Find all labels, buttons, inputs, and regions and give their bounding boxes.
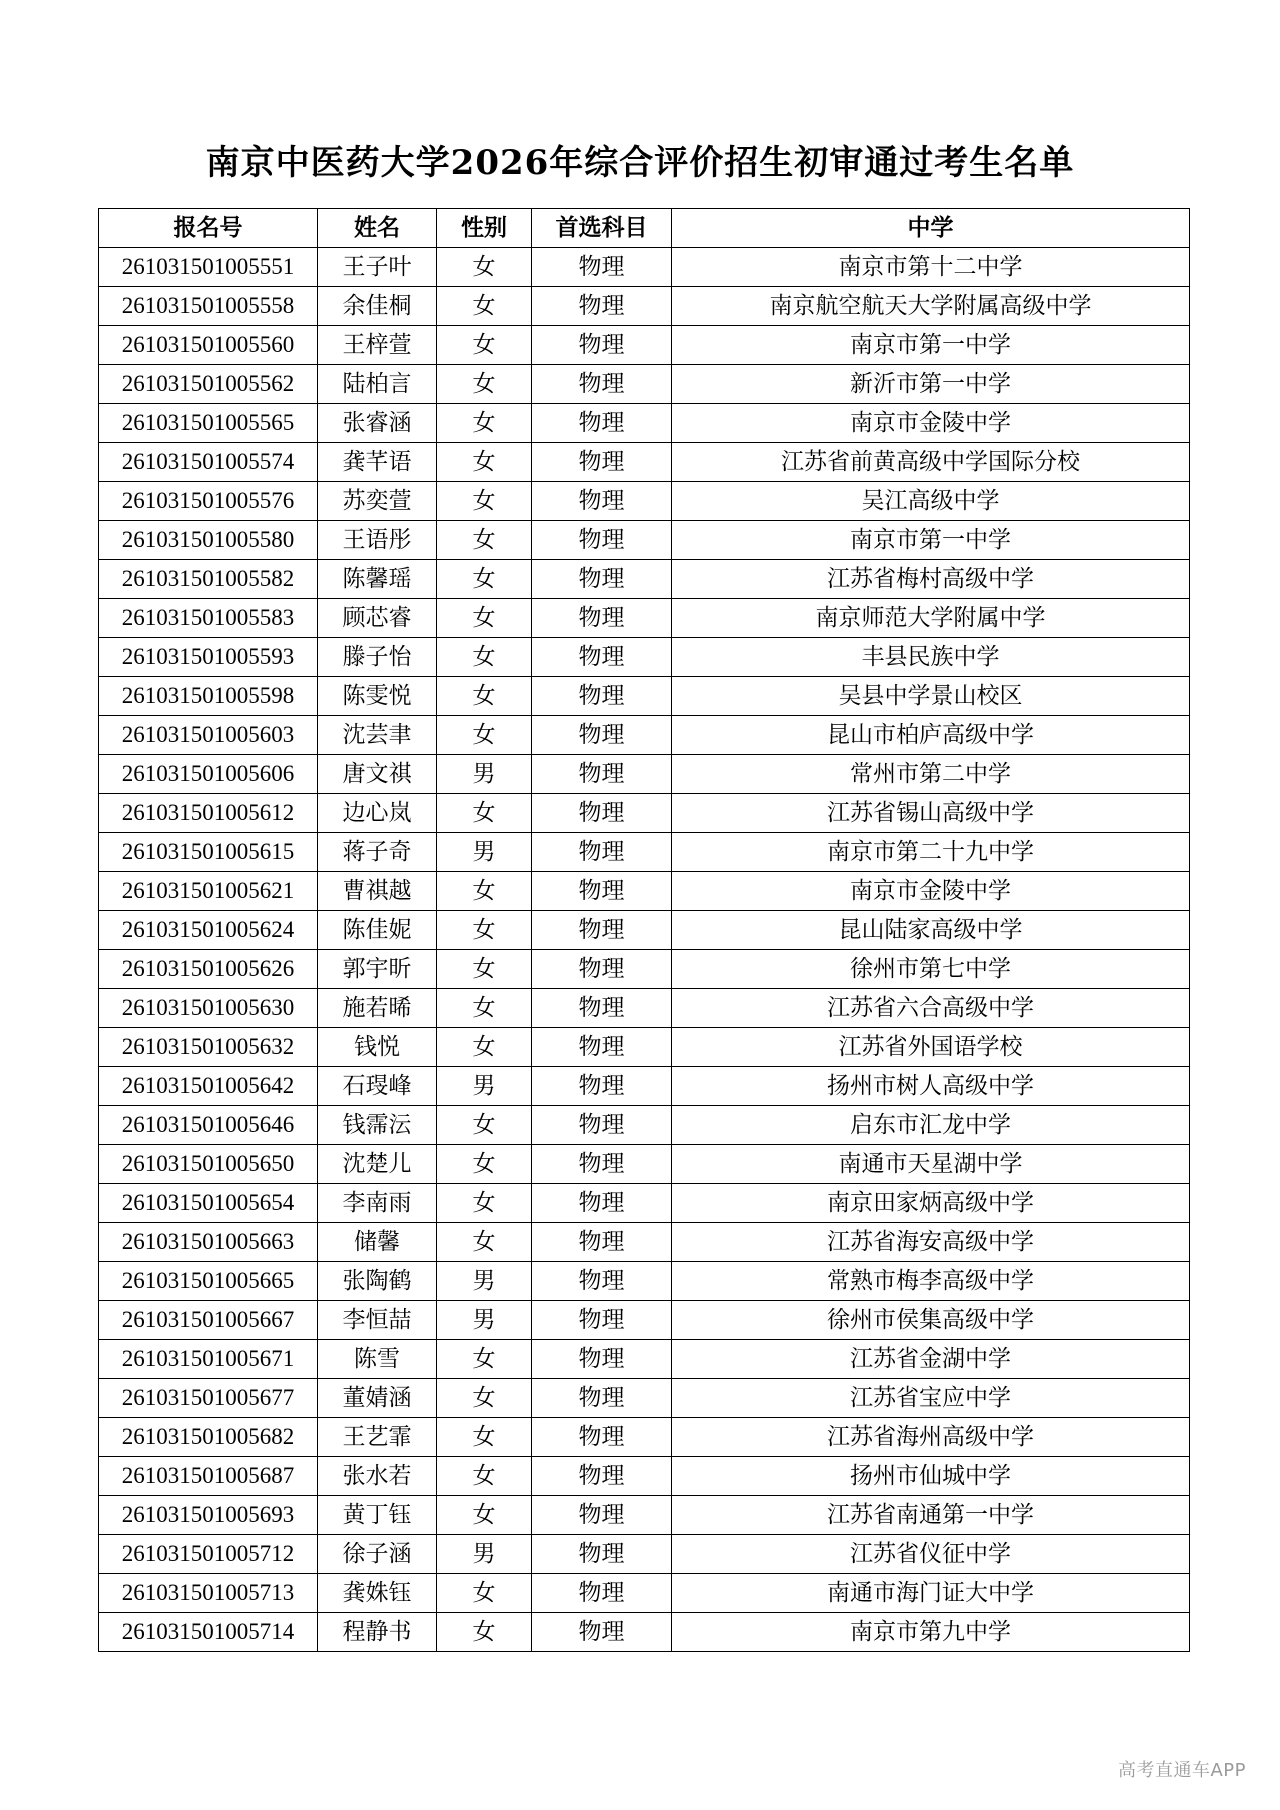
- cell-subject: 物理: [532, 716, 672, 755]
- cell-school: 南京市第二十九中学: [672, 833, 1190, 872]
- cell-registration-id: 261031501005642: [99, 1067, 318, 1106]
- cell-name: 龚芊语: [318, 443, 437, 482]
- cell-name: 滕子怡: [318, 638, 437, 677]
- table-row: [99, 638, 1190, 677]
- cell-registration-id: 261031501005650: [99, 1145, 318, 1184]
- cell-subject: 物理: [532, 1223, 672, 1262]
- cell-school: 江苏省前黄高级中学国际分校: [672, 443, 1190, 482]
- cell-school: 南京市第一中学: [672, 521, 1190, 560]
- cell-subject: 物理: [532, 794, 672, 833]
- table-row: [99, 1223, 1190, 1262]
- cell-school: 江苏省宝应中学: [672, 1379, 1190, 1418]
- cell-school: 徐州市第七中学: [672, 950, 1190, 989]
- cell-school: 扬州市树人高级中学: [672, 1067, 1190, 1106]
- table-row: [99, 716, 1190, 755]
- cell-subject: 物理: [532, 1145, 672, 1184]
- cell-subject: 物理: [532, 1340, 672, 1379]
- cell-school: 徐州市侯集高级中学: [672, 1301, 1190, 1340]
- cell-registration-id: 261031501005663: [99, 1223, 318, 1262]
- table-row: [99, 1340, 1190, 1379]
- cell-registration-id: 261031501005560: [99, 326, 318, 365]
- cell-registration-id: 261031501005687: [99, 1457, 318, 1496]
- table-row: [99, 1379, 1190, 1418]
- cell-subject: 物理: [532, 1262, 672, 1301]
- cell-school: 昆山陆家高级中学: [672, 911, 1190, 950]
- cell-school: 江苏省海安高级中学: [672, 1223, 1190, 1262]
- cell-subject: 物理: [532, 989, 672, 1028]
- cell-subject: 物理: [532, 872, 672, 911]
- cell-name: 郭宇昕: [318, 950, 437, 989]
- cell-gender: 女: [437, 248, 532, 287]
- table-row: [99, 1418, 1190, 1457]
- cell-registration-id: 261031501005612: [99, 794, 318, 833]
- cell-name: 苏奕萱: [318, 482, 437, 521]
- cell-gender: 女: [437, 989, 532, 1028]
- cell-school: 南京田家炳高级中学: [672, 1184, 1190, 1223]
- cell-name: 唐文祺: [318, 755, 437, 794]
- table-row: [99, 599, 1190, 638]
- cell-registration-id: 261031501005682: [99, 1418, 318, 1457]
- cell-school: 南京市第一中学: [672, 326, 1190, 365]
- table-row: [99, 677, 1190, 716]
- cell-registration-id: 261031501005712: [99, 1535, 318, 1574]
- cell-subject: 物理: [532, 950, 672, 989]
- table-row: [99, 1613, 1190, 1652]
- table-row: [99, 1301, 1190, 1340]
- cell-subject: 物理: [532, 365, 672, 404]
- cell-gender: 女: [437, 716, 532, 755]
- table-row: [99, 1106, 1190, 1145]
- cell-name: 沈芸聿: [318, 716, 437, 755]
- cell-registration-id: 261031501005677: [99, 1379, 318, 1418]
- cell-school: 扬州市仙城中学: [672, 1457, 1190, 1496]
- cell-school: 南京市第十二中学: [672, 248, 1190, 287]
- cell-name: 董婧涵: [318, 1379, 437, 1418]
- candidate-table: [98, 208, 1190, 1652]
- cell-gender: 女: [437, 404, 532, 443]
- cell-registration-id: 261031501005632: [99, 1028, 318, 1067]
- cell-registration-id: 261031501005615: [99, 833, 318, 872]
- cell-subject: 物理: [532, 599, 672, 638]
- cell-subject: 物理: [532, 248, 672, 287]
- cell-name: 沈楚儿: [318, 1145, 437, 1184]
- cell-subject: 物理: [532, 521, 672, 560]
- cell-registration-id: 261031501005630: [99, 989, 318, 1028]
- table-row: [99, 794, 1190, 833]
- cell-name: 徐子涵: [318, 1535, 437, 1574]
- cell-gender: 女: [437, 521, 532, 560]
- cell-subject: 物理: [532, 404, 672, 443]
- cell-subject: 物理: [532, 677, 672, 716]
- cell-gender: 女: [437, 638, 532, 677]
- table-row: [99, 443, 1190, 482]
- cell-registration-id: 261031501005626: [99, 950, 318, 989]
- cell-subject: 物理: [532, 1574, 672, 1613]
- cell-registration-id: 261031501005671: [99, 1340, 318, 1379]
- cell-subject: 物理: [532, 1028, 672, 1067]
- table-row: [99, 404, 1190, 443]
- cell-subject: 物理: [532, 560, 672, 599]
- cell-school: 南通市海门证大中学: [672, 1574, 1190, 1613]
- cell-school: 江苏省金湖中学: [672, 1340, 1190, 1379]
- cell-registration-id: 261031501005576: [99, 482, 318, 521]
- cell-gender: 男: [437, 755, 532, 794]
- cell-subject: 物理: [532, 1184, 672, 1223]
- cell-gender: 女: [437, 794, 532, 833]
- cell-registration-id: 261031501005624: [99, 911, 318, 950]
- cell-gender: 女: [437, 1106, 532, 1145]
- cell-name: 陈馨瑶: [318, 560, 437, 599]
- cell-gender: 女: [437, 1379, 532, 1418]
- cell-subject: 物理: [532, 755, 672, 794]
- cell-name: 施若晞: [318, 989, 437, 1028]
- table-row: [99, 755, 1190, 794]
- cell-gender: 女: [437, 1496, 532, 1535]
- table-row: [99, 1145, 1190, 1184]
- cell-school: 南京师范大学附属中学: [672, 599, 1190, 638]
- header-id: 报名号: [99, 209, 318, 248]
- cell-subject: 物理: [532, 1535, 672, 1574]
- cell-school: 昆山市柏庐高级中学: [672, 716, 1190, 755]
- cell-school: 江苏省仪征中学: [672, 1535, 1190, 1574]
- table-row: [99, 248, 1190, 287]
- table-row: [99, 1184, 1190, 1223]
- cell-school: 南京市金陵中学: [672, 404, 1190, 443]
- cell-registration-id: 261031501005583: [99, 599, 318, 638]
- cell-school: 南通市天星湖中学: [672, 1145, 1190, 1184]
- table-row: [99, 560, 1190, 599]
- cell-gender: 女: [437, 560, 532, 599]
- cell-registration-id: 261031501005598: [99, 677, 318, 716]
- cell-name: 钱悦: [318, 1028, 437, 1067]
- cell-registration-id: 261031501005713: [99, 1574, 318, 1613]
- table-row: [99, 326, 1190, 365]
- cell-name: 王艺霏: [318, 1418, 437, 1457]
- cell-gender: 女: [437, 1184, 532, 1223]
- cell-gender: 女: [437, 365, 532, 404]
- cell-gender: 女: [437, 950, 532, 989]
- header-name: 姓名: [318, 209, 437, 248]
- cell-gender: 女: [437, 1340, 532, 1379]
- cell-registration-id: 261031501005562: [99, 365, 318, 404]
- cell-name: 石琝峰: [318, 1067, 437, 1106]
- cell-gender: 女: [437, 599, 532, 638]
- cell-name: 王语彤: [318, 521, 437, 560]
- cell-gender: 女: [437, 911, 532, 950]
- header-gender: 性别: [437, 209, 532, 248]
- cell-school: 常州市第二中学: [672, 755, 1190, 794]
- cell-registration-id: 261031501005654: [99, 1184, 318, 1223]
- cell-name: 陈佳妮: [318, 911, 437, 950]
- table-row: [99, 287, 1190, 326]
- cell-school: 江苏省梅村高级中学: [672, 560, 1190, 599]
- page-title: 南京中医药大学2026年综合评价招生初审通过考生名单: [205, 143, 1075, 183]
- cell-subject: 物理: [532, 1379, 672, 1418]
- cell-gender: 女: [437, 677, 532, 716]
- cell-registration-id: 261031501005558: [99, 287, 318, 326]
- cell-subject: 物理: [532, 1613, 672, 1652]
- cell-subject: 物理: [532, 482, 672, 521]
- cell-name: 李南雨: [318, 1184, 437, 1223]
- cell-school: 江苏省海州高级中学: [672, 1418, 1190, 1457]
- cell-gender: 女: [437, 482, 532, 521]
- cell-name: 黄丁钰: [318, 1496, 437, 1535]
- cell-name: 王梓萱: [318, 326, 437, 365]
- cell-name: 王子叶: [318, 248, 437, 287]
- cell-name: 边心岚: [318, 794, 437, 833]
- table-header-row: [99, 209, 1190, 248]
- cell-registration-id: 261031501005593: [99, 638, 318, 677]
- cell-school: 江苏省南通第一中学: [672, 1496, 1190, 1535]
- cell-school: 南京市金陵中学: [672, 872, 1190, 911]
- table-body: [99, 248, 1190, 1652]
- cell-gender: 女: [437, 872, 532, 911]
- cell-registration-id: 261031501005565: [99, 404, 318, 443]
- cell-registration-id: 261031501005693: [99, 1496, 318, 1535]
- table-row: [99, 872, 1190, 911]
- cell-gender: 女: [437, 1223, 532, 1262]
- cell-subject: 物理: [532, 1496, 672, 1535]
- cell-subject: 物理: [532, 1106, 672, 1145]
- cell-gender: 男: [437, 1262, 532, 1301]
- table-row: [99, 365, 1190, 404]
- watermark-text: 高考直通车APP: [1117, 1760, 1246, 1781]
- cell-subject: 物理: [532, 833, 672, 872]
- cell-registration-id: 261031501005580: [99, 521, 318, 560]
- cell-name: 曹祺越: [318, 872, 437, 911]
- cell-name: 顾芯睿: [318, 599, 437, 638]
- cell-gender: 女: [437, 287, 532, 326]
- cell-gender: 女: [437, 1418, 532, 1457]
- table-row: [99, 1457, 1190, 1496]
- cell-registration-id: 261031501005646: [99, 1106, 318, 1145]
- cell-name: 李恒喆: [318, 1301, 437, 1340]
- cell-name: 张陶鹤: [318, 1262, 437, 1301]
- cell-subject: 物理: [532, 1457, 672, 1496]
- cell-gender: 女: [437, 1457, 532, 1496]
- header-school: 中学: [672, 209, 1190, 248]
- table-row: [99, 989, 1190, 1028]
- cell-school: 南京市第九中学: [672, 1613, 1190, 1652]
- cell-gender: 男: [437, 1535, 532, 1574]
- cell-subject: 物理: [532, 1301, 672, 1340]
- cell-gender: 女: [437, 1028, 532, 1067]
- cell-gender: 女: [437, 1574, 532, 1613]
- table-row: [99, 1574, 1190, 1613]
- cell-gender: 女: [437, 1145, 532, 1184]
- cell-school: 江苏省六合高级中学: [672, 989, 1190, 1028]
- cell-name: 蒋子奇: [318, 833, 437, 872]
- cell-subject: 物理: [532, 287, 672, 326]
- cell-registration-id: 261031501005574: [99, 443, 318, 482]
- cell-school: 常熟市梅李高级中学: [672, 1262, 1190, 1301]
- cell-gender: 女: [437, 326, 532, 365]
- cell-school: 新沂市第一中学: [672, 365, 1190, 404]
- cell-registration-id: 261031501005665: [99, 1262, 318, 1301]
- table-row: [99, 1496, 1190, 1535]
- cell-gender: 男: [437, 1067, 532, 1106]
- table-row: [99, 833, 1190, 872]
- cell-school: 江苏省锡山高级中学: [672, 794, 1190, 833]
- cell-name: 张睿涵: [318, 404, 437, 443]
- cell-gender: 女: [437, 1613, 532, 1652]
- cell-name: 陆柏言: [318, 365, 437, 404]
- cell-subject: 物理: [532, 911, 672, 950]
- cell-gender: 男: [437, 1301, 532, 1340]
- cell-name: 程静书: [318, 1613, 437, 1652]
- cell-subject: 物理: [532, 638, 672, 677]
- cell-subject: 物理: [532, 1418, 672, 1457]
- cell-school: 启东市汇龙中学: [672, 1106, 1190, 1145]
- cell-school: 南京航空航天大学附属高级中学: [672, 287, 1190, 326]
- table-row: [99, 950, 1190, 989]
- table-row: [99, 1067, 1190, 1106]
- table-row: [99, 1028, 1190, 1067]
- cell-name: 张水若: [318, 1457, 437, 1496]
- cell-name: 龚姝钰: [318, 1574, 437, 1613]
- cell-name: 钱霈沄: [318, 1106, 437, 1145]
- cell-registration-id: 261031501005714: [99, 1613, 318, 1652]
- cell-gender: 男: [437, 833, 532, 872]
- cell-name: 陈雪: [318, 1340, 437, 1379]
- cell-school: 吴县中学景山校区: [672, 677, 1190, 716]
- cell-subject: 物理: [532, 443, 672, 482]
- cell-school: 吴江高级中学: [672, 482, 1190, 521]
- cell-subject: 物理: [532, 326, 672, 365]
- table-row: [99, 1262, 1190, 1301]
- cell-registration-id: 261031501005551: [99, 248, 318, 287]
- cell-registration-id: 261031501005606: [99, 755, 318, 794]
- cell-school: 丰县民族中学: [672, 638, 1190, 677]
- table-row: [99, 482, 1190, 521]
- cell-name: 陈雯悦: [318, 677, 437, 716]
- cell-registration-id: 261031501005603: [99, 716, 318, 755]
- cell-subject: 物理: [532, 1067, 672, 1106]
- table-row: [99, 1535, 1190, 1574]
- cell-school: 江苏省外国语学校: [672, 1028, 1190, 1067]
- cell-name: 储馨: [318, 1223, 437, 1262]
- table-row: [99, 911, 1190, 950]
- cell-registration-id: 261031501005667: [99, 1301, 318, 1340]
- cell-registration-id: 261031501005582: [99, 560, 318, 599]
- header-subject: 首选科目: [532, 209, 672, 248]
- table-row: [99, 521, 1190, 560]
- cell-name: 余佳桐: [318, 287, 437, 326]
- cell-gender: 女: [437, 443, 532, 482]
- cell-registration-id: 261031501005621: [99, 872, 318, 911]
